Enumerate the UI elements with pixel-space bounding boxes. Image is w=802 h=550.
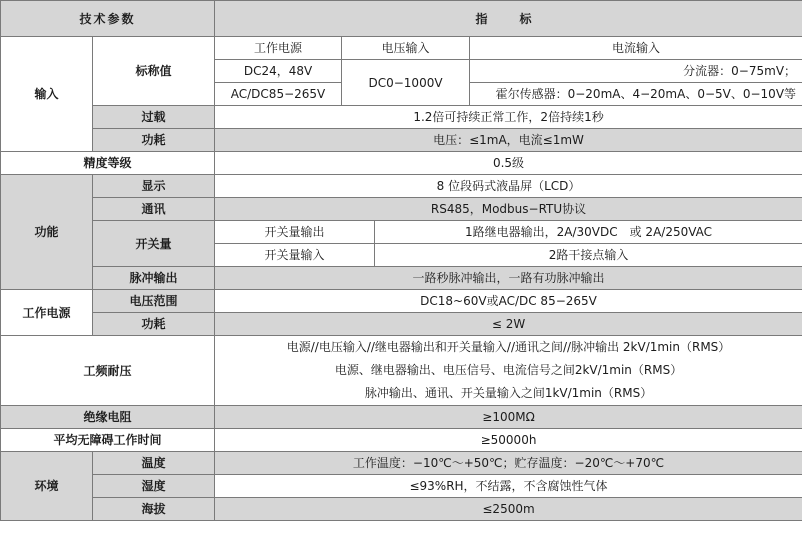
- temperature-value: 工作温度：−10℃～+50℃；贮存温度：−20℃～+70℃: [215, 452, 802, 475]
- nominal-voltage-value: DC0−1000V: [342, 60, 470, 106]
- pulse-label: 脉冲输出: [93, 267, 215, 290]
- display-value: 8 位段码式液晶屏（LCD）: [215, 175, 802, 198]
- env-humidity-row: [1, 475, 802, 498]
- work-power-label: 工作电源: [1, 290, 93, 336]
- accuracy-row: [1, 152, 802, 175]
- comm-value: RS485，Modbus−RTU协议: [215, 198, 802, 221]
- function-comm-row: [1, 198, 802, 221]
- function-display-row: [1, 175, 802, 198]
- nominal-current-shunt: 分流器：0−75mV；: [470, 60, 802, 83]
- input-consumption-value: 电压：≤1mA，电流≤1mW: [215, 129, 802, 152]
- withstand-line-3: 脉冲输出、通讯、开关量输入之间1kV/1min（RMS）: [364, 386, 653, 400]
- mtbf-label: 平均无障碍工作时间: [1, 429, 215, 452]
- switch-input-value: 2路干接点输入: [375, 244, 802, 267]
- withstand-value: [215, 336, 802, 406]
- altitude-label: 海拔: [93, 498, 215, 521]
- insulation-value: ≥100MΩ: [215, 406, 802, 429]
- humidity-label: 湿度: [93, 475, 215, 498]
- env-temperature-row: [1, 452, 802, 475]
- withstand-line-1: 电源//电压输入//继电器输出和开关量输入//通讯之间//脉冲输出 2kV/1min（RMS）: [286, 340, 731, 354]
- comm-label: 通讯: [93, 198, 215, 221]
- switch-label: 开关量: [93, 221, 215, 267]
- header-row: [1, 1, 802, 37]
- indicators-header-text: 指 标: [475, 11, 542, 26]
- nominal-col-voltage: 电压输入: [342, 37, 470, 60]
- humidity-value: ≤93%RH，不结露，不含腐蚀性气体: [215, 475, 802, 498]
- nominal-power-ac: AC/DC85−265V: [215, 83, 342, 106]
- withstand-row: [1, 336, 802, 406]
- display-label: 显示: [93, 175, 215, 198]
- withstand-line-2: 电源、继电器输出、电压信号、电流信号之间2kV/1min（RMS）: [334, 363, 683, 377]
- switch-input-label: 开关量输入: [215, 244, 375, 267]
- input-overload-row: [1, 106, 802, 129]
- switch-output-label: 开关量输出: [215, 221, 375, 244]
- pulse-value: 一路秒脉冲输出，一路有功脉冲输出: [215, 267, 802, 290]
- accuracy-value: 0.5级: [215, 152, 802, 175]
- altitude-value: ≤2500m: [215, 498, 802, 521]
- nominal-label: 标称值: [93, 37, 215, 106]
- work-power-range-value: DC18~60V或AC/DC 85−265V: [215, 290, 802, 313]
- function-pulse-row: [1, 267, 802, 290]
- environment-label: 环境: [1, 452, 93, 521]
- function-switch-output-row: [1, 221, 802, 244]
- tech-params-header: 技术参数: [1, 1, 215, 37]
- mtbf-row: [1, 429, 802, 452]
- input-nominal-head-row: [1, 37, 802, 60]
- input-consumption-label: 功耗: [93, 129, 215, 152]
- overload-label: 过载: [93, 106, 215, 129]
- function-label: 功能: [1, 175, 93, 290]
- insulation-label: 绝缘电阻: [1, 406, 215, 429]
- nominal-col-current: 电流输入: [470, 37, 802, 60]
- work-power-consumption-value: ≤ 2W: [215, 313, 802, 336]
- switch-output-value: 1路继电器输出，2A/30VDC 或 2A/250VAC: [375, 221, 802, 244]
- work-power-consumption-row: [1, 313, 802, 336]
- input-label: 输入: [1, 37, 93, 152]
- accuracy-label: 精度等级: [1, 152, 215, 175]
- work-power-range-label: 电压范围: [93, 290, 215, 313]
- nominal-power-dc: DC24，48V: [215, 60, 342, 83]
- env-altitude-row: [1, 498, 802, 521]
- work-power-range-row: [1, 290, 802, 313]
- nominal-current-hall: 霍尔传感器：0−20mA、4−20mA、0−5V、0−10V等: [470, 83, 802, 106]
- insulation-row: [1, 406, 802, 429]
- work-power-consumption-label: 功耗: [93, 313, 215, 336]
- input-consumption-row: [1, 129, 802, 152]
- mtbf-value: ≥50000h: [215, 429, 802, 452]
- nominal-col-power: 工作电源: [215, 37, 342, 60]
- indicators-header: [215, 1, 802, 37]
- overload-value: 1.2倍可持续正常工作，2倍持续1秒: [215, 106, 802, 129]
- temperature-label: 温度: [93, 452, 215, 475]
- withstand-label: 工频耐压: [1, 336, 215, 406]
